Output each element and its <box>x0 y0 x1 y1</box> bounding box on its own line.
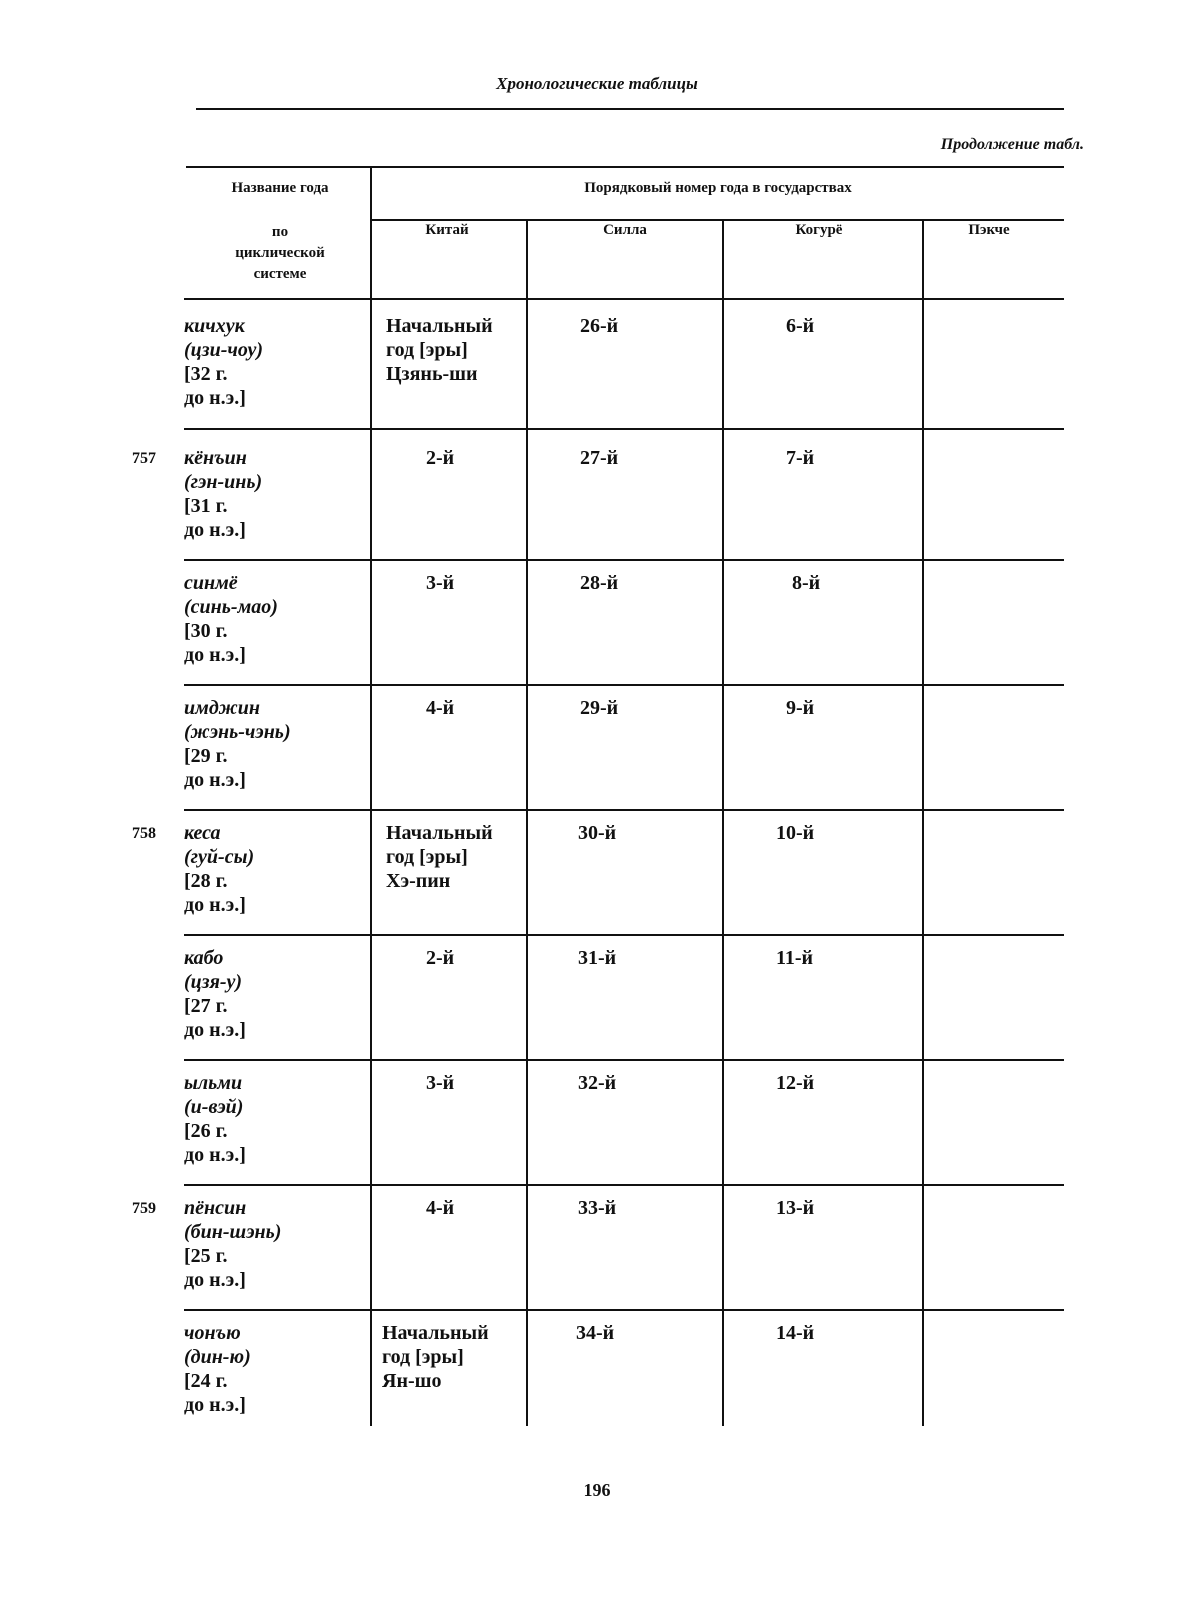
header-bottom-rule <box>184 298 1064 300</box>
table-row-name: кичхук (цзи-чоу) [32 г. до н.э.] <box>184 315 264 409</box>
col-rule-name <box>370 166 372 1426</box>
table-top-rule <box>186 166 1064 168</box>
cell-koguryo: 11-й <box>776 947 814 969</box>
top-rule <box>196 108 1064 110</box>
cell-silla: 33-й <box>578 1197 617 1219</box>
row-rule <box>184 934 1064 936</box>
running-head: Хронологические таблицы <box>496 74 698 93</box>
row-rule <box>184 559 1064 561</box>
header-silla: Силла <box>603 222 647 238</box>
table-row-name: кёнъин (гэн-инь) [31 г. до н.э.] <box>184 447 263 541</box>
col-rule-koguryo <box>922 219 924 1426</box>
row-rule <box>184 1309 1064 1311</box>
cell-china: Начальный год [эры] Ян-шо <box>382 1322 489 1392</box>
header-koguryo: Когурё <box>795 222 843 238</box>
row-rule <box>184 809 1064 811</box>
margin-number: 759 <box>132 1200 156 1217</box>
table-row-name: чонъю (дин-ю) [24 г. до н.э.] <box>184 1322 251 1416</box>
table-row-name: ыльми (и-вэй) [26 г. до н.э.] <box>184 1072 246 1166</box>
cell-silla: 30-й <box>578 822 617 844</box>
col-rule-silla <box>722 219 724 1426</box>
col-rule-china <box>526 219 528 1426</box>
header-paekche: Пэкче <box>968 222 1010 238</box>
continuation-label: Продолжение табл. <box>940 136 1084 153</box>
table-row-name: синмё (синь-мао) [30 г. до н.э.] <box>184 572 278 666</box>
cell-china: 2-й <box>426 947 455 969</box>
cell-silla: 26-й <box>580 315 619 337</box>
row-rule <box>184 1059 1064 1061</box>
cell-china: 4-й <box>426 1197 455 1219</box>
cell-silla: 31-й <box>578 947 617 969</box>
row-rule <box>184 684 1064 686</box>
cell-koguryo: 9-й <box>786 697 815 719</box>
cell-china: Начальный год [эры] Хэ-пин <box>386 822 493 892</box>
row-rule <box>184 1184 1064 1186</box>
header-by-cyclic: по циклической системе <box>235 224 325 282</box>
header-year-name: Название года <box>231 180 329 196</box>
cell-koguryo: 14-й <box>776 1322 815 1344</box>
cell-koguryo: 6-й <box>786 315 815 337</box>
cell-silla: 27-й <box>580 447 619 469</box>
table-row-name: имджин (жэнь-чэнь) [29 г. до н.э.] <box>184 697 291 791</box>
cell-china: 3-й <box>426 1072 455 1094</box>
cell-china: 4-й <box>426 697 455 719</box>
cell-koguryo: 12-й <box>776 1072 815 1094</box>
row-rule <box>184 428 1064 430</box>
cell-china: Начальный год [эры] Цзянь-ши <box>386 315 493 385</box>
margin-number: 758 <box>132 825 156 842</box>
header-ordinal: Порядковый номер года в государствах <box>584 180 852 196</box>
header-china: Китай <box>425 222 469 238</box>
table-row-name: кабо (цзя-у) [27 г. до н.э.] <box>184 947 246 1041</box>
cell-china: 2-й <box>426 447 455 469</box>
cell-china: 3-й <box>426 572 455 594</box>
margin-number: 757 <box>132 450 156 467</box>
table-row-name: пёнсин (бин-шэнь) [25 г. до н.э.] <box>184 1197 282 1291</box>
cell-silla: 34-й <box>576 1322 615 1344</box>
cell-silla: 32-й <box>578 1072 617 1094</box>
page-number: 196 <box>583 1480 611 1500</box>
cell-koguryo: 7-й <box>786 447 815 469</box>
cell-silla: 29-й <box>580 697 619 719</box>
cell-koguryo: 10-й <box>776 822 815 844</box>
table-row-name: кеса (гуй-сы) [28 г. до н.э.] <box>184 822 255 916</box>
cell-koguryo: 13-й <box>776 1197 815 1219</box>
cell-koguryo: 8-й <box>792 572 821 594</box>
cell-silla: 28-й <box>580 572 619 594</box>
